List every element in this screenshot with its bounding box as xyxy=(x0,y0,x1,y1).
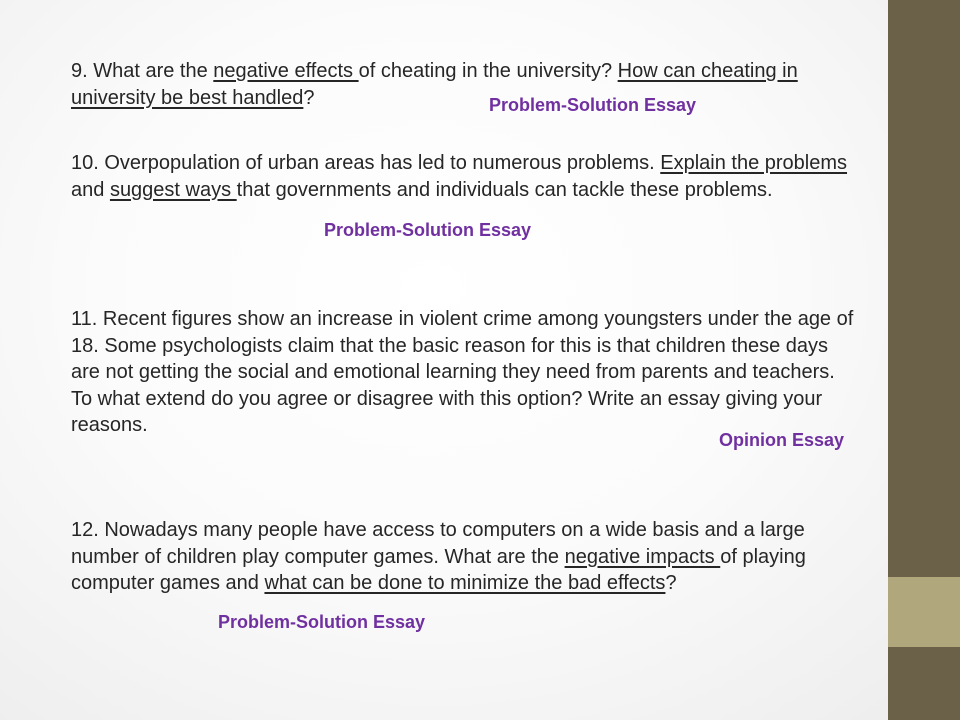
question-11: 11. Recent figures show an increase in violent crime among youngsters under the age of 18. Some psychologists claim that the basic reason for this is that children these days are not getting the social and emotional learning they need from parents and teachers. To what extend do you agree or disagree with this option? Write an essay giving your reasons. xyxy=(71,308,854,436)
question-9 xyxy=(71,58,861,111)
question-10-text-3: that governments and individuals can tackle these problems. xyxy=(236,178,773,201)
question-12-text-3: ? xyxy=(665,572,677,594)
question-10-essay-type: Problem-Solution Essay xyxy=(324,220,532,240)
question-9-text: 9. What are the xyxy=(71,60,214,82)
question-10-text: 10. Overpopulation of urban areas has led to numerous problems. xyxy=(71,152,661,174)
question-10-text-2: and xyxy=(71,178,110,201)
question-12-essay-type: Problem-Solution Essay xyxy=(218,612,426,632)
question-9-essay-type: Problem-Solution Essay xyxy=(489,95,697,115)
question-9-text-2: of cheating in the university? xyxy=(358,60,618,82)
question-12-text-2: of playing computer games and xyxy=(71,545,806,594)
side-decoration-accent xyxy=(888,577,960,647)
question-10 xyxy=(71,150,861,203)
question-12-underline-minimize: what can be done to minimize the bad effects xyxy=(264,572,666,594)
question-11-essay-type: Opinion Essay xyxy=(719,430,845,450)
question-12 xyxy=(71,517,861,597)
question-10-underline-explain: Explain the problems xyxy=(660,152,848,174)
question-9-text-3: ? xyxy=(303,86,315,109)
question-10-underline-suggest: suggest ways xyxy=(109,178,237,201)
question-12-text: 12. Nowadays many people have access to computers on a wide basis and a large number of children play computer games. What are the xyxy=(71,519,805,568)
question-9-underline-how-handled: How can cheating in university be best handled xyxy=(71,60,798,109)
question-9-underline-negative-effects: negative effects xyxy=(213,60,359,82)
question-12-underline-negative-impacts: negative impacts xyxy=(564,545,721,568)
